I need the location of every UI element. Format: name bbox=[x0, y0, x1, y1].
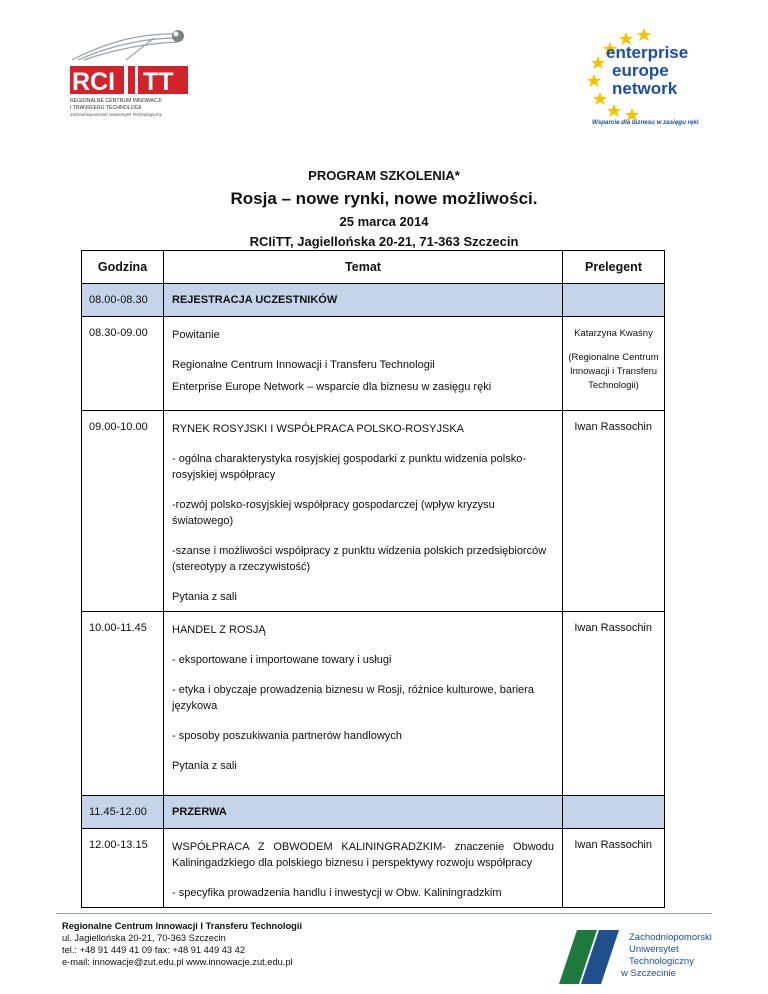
table-row bbox=[82, 796, 665, 829]
header-time: Godzina bbox=[82, 251, 164, 284]
speaker-name: Katarzyna Kwaśny bbox=[574, 328, 653, 339]
row-topic bbox=[164, 411, 563, 612]
table-row bbox=[82, 317, 665, 411]
row-topic bbox=[164, 612, 563, 796]
zut-logo bbox=[555, 924, 715, 986]
topic-item: - etyka i obyczaje prowadzenia biznesu w Rosji, różnice kulturowe, bariera językowa bbox=[172, 684, 534, 712]
footer-phone: tel.: +48 91 449 41 09 fax: +48 91 449 43 42 bbox=[62, 945, 245, 955]
topic-item: Regionalne Centrum Innowacji i Transferu Technologii bbox=[172, 359, 435, 371]
een-logo-graphic bbox=[588, 24, 706, 130]
topic-item: Enterprise Europe Network – wsparcie dla biznesu w zasięgu ręki bbox=[172, 381, 492, 393]
row-topic bbox=[164, 317, 563, 411]
table-row bbox=[82, 829, 665, 908]
topic-item: RYNEK ROSYJSKI I WSPÓŁPRACA POLSKO-ROSYJSKA bbox=[172, 423, 464, 435]
row-topic: PRZERWA bbox=[164, 796, 563, 829]
topic-item: - ogólna charakterystyka rosyjskiej gospodarki z punktu widzenia polsko-rosyjskiej współpracy bbox=[172, 453, 527, 481]
svg-text:TT: TT bbox=[143, 68, 174, 96]
svg-text:w Szczecinie: w Szczecinie bbox=[621, 968, 676, 979]
row-speaker bbox=[563, 284, 665, 317]
svg-text:Zachodniopomorski: Zachodniopomorski bbox=[629, 932, 712, 943]
table-row bbox=[82, 612, 665, 796]
row-time: 08.00-08.30 bbox=[82, 284, 164, 317]
topic-item: Pytania z sali bbox=[172, 591, 237, 603]
svg-text:REGIONALNE CENTRUM INNOWACJI: REGIONALNE CENTRUM INNOWACJI bbox=[70, 98, 162, 104]
topic-item: WSPÓŁPRACA Z OBWODEM KALININGRADZKIM- znaczenie Obwodu Kaliningadzkiego dla polskiego biznesu i perspektywy rozwoju współpracy bbox=[172, 841, 554, 869]
row-speaker: Iwan Rassochin bbox=[563, 411, 665, 612]
program-label: PROGRAM SZKOLENIA* bbox=[308, 168, 460, 183]
footer-address: ul. Jagiellońska 20-21, 70-363 Szczecin bbox=[62, 933, 226, 943]
topic-item: - eksportowane i importowane towary i usługi bbox=[172, 654, 392, 666]
row-speaker bbox=[563, 317, 665, 411]
row-time: 10.00-11.45 bbox=[82, 612, 164, 796]
svg-text:network: network bbox=[612, 79, 678, 98]
row-topic: REJESTRACJA UCZESTNIKÓW bbox=[164, 284, 563, 317]
topic-item: Powitanie bbox=[172, 329, 220, 341]
speaker-org: (Regionalne Centrum Innowacji i Transferu Technologii) bbox=[568, 352, 659, 391]
table-row bbox=[82, 411, 665, 612]
topic-item: - specyfika prowadzenia handlu i inwestycji w Obw. Kaliningradzkim bbox=[172, 887, 502, 899]
header-topic: Temat bbox=[164, 251, 563, 284]
topic-item: -szanse i możliwości współpracy z punktu widzenia polskich przedsiębiorców (stereotypy a rzeczywistość) bbox=[172, 545, 547, 573]
svg-text:Zachodniopomorski Uniwersytet: Zachodniopomorski Uniwersytet Technologiczny bbox=[70, 112, 162, 117]
topic-item: - sposoby poszukiwania partnerów handlowych bbox=[172, 730, 402, 742]
footer-title: Regionalne Centrum Innowacji I Transferu Technologii bbox=[62, 921, 303, 931]
row-time: 12.00-13.15 bbox=[82, 829, 164, 908]
table-header-row bbox=[82, 251, 665, 284]
row-speaker: Iwan Rassochin bbox=[563, 829, 665, 908]
table-row bbox=[82, 284, 665, 317]
footer-contact: e-mail: innowacje@zut.edu.pl www.innowacje.zut.edu.pl bbox=[62, 957, 293, 967]
svg-text:RCI: RCI bbox=[72, 68, 116, 96]
row-time: 08.30-09.00 bbox=[82, 317, 164, 411]
event-date: 25 marca 2014 bbox=[339, 214, 429, 229]
een-logo bbox=[588, 24, 706, 130]
row-speaker: Iwan Rassochin bbox=[563, 612, 665, 796]
rciitt-logo-graphic bbox=[66, 24, 196, 124]
row-time: 11.45-12.00 bbox=[82, 796, 164, 829]
topic-item: -rozwój polsko-rosyjskiej współpracy gospodarczej (wpływ kryzysu światowego) bbox=[172, 499, 495, 527]
topic-item: Pytania z sali bbox=[172, 760, 237, 772]
row-topic bbox=[164, 829, 563, 908]
headings bbox=[0, 160, 768, 249]
program-table bbox=[81, 250, 665, 908]
svg-text:europe: europe bbox=[612, 61, 669, 80]
rciitt-logo bbox=[66, 24, 196, 124]
svg-text:Uniwersytet: Uniwersytet bbox=[629, 944, 679, 955]
row-time: 09.00-10.00 bbox=[82, 411, 164, 612]
svg-text:enterprise: enterprise bbox=[606, 43, 689, 62]
svg-text:Technologiczny: Technologiczny bbox=[629, 956, 694, 967]
footer bbox=[62, 920, 302, 968]
row-speaker bbox=[563, 796, 665, 829]
event-venue: RCIiTT, Jagiellońska 20-21, 71-363 Szczecin bbox=[249, 234, 519, 249]
page-title: Rosja – nowe rynki, nowe możliwości. bbox=[230, 189, 538, 208]
svg-text:I TRANSFERU TECHNOLOGII: I TRANSFERU TECHNOLOGII bbox=[70, 105, 142, 111]
svg-text:Wsparcie dla biznesu w zasięgu: Wsparcie dla biznesu w zasięgu ręki bbox=[592, 119, 699, 126]
zut-logo-graphic bbox=[555, 924, 715, 986]
footer-divider bbox=[56, 913, 712, 914]
header-speaker: Prelegent bbox=[563, 251, 665, 284]
topic-item: HANDEL Z ROSJĄ bbox=[172, 624, 266, 636]
